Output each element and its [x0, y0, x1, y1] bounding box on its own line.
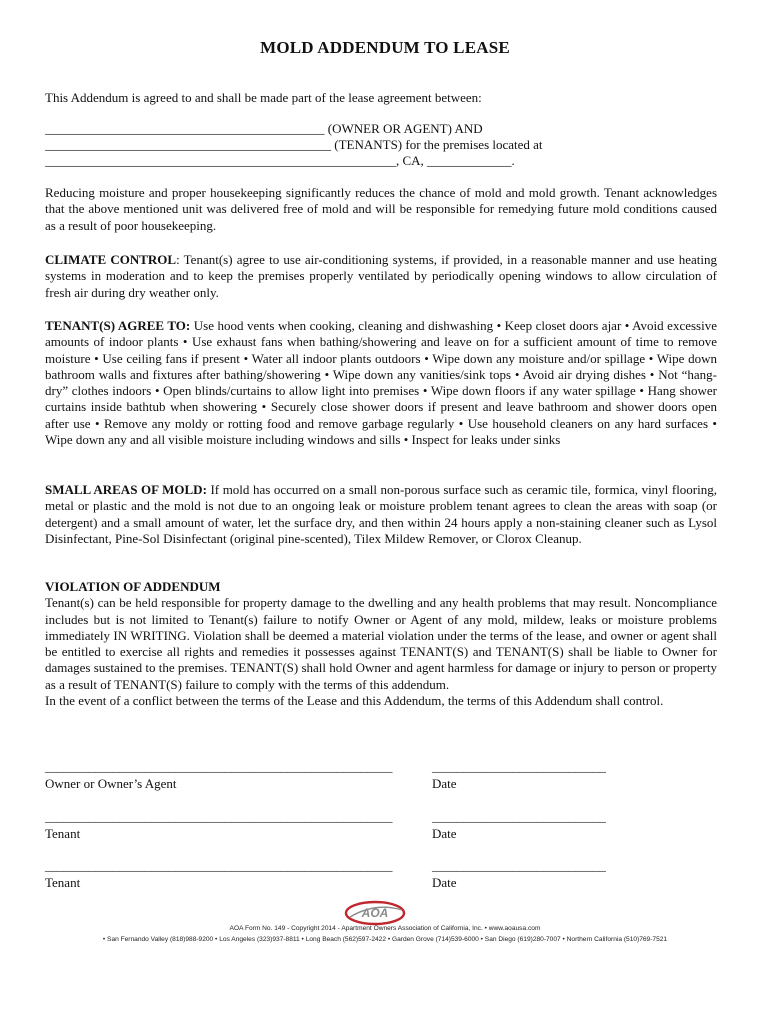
form-copyright: AOA Form No. 149 - Copyright 2014 - Apartment Owners Association of California, Inc. • www.aoausa.com: [229, 925, 541, 932]
violation-text: Tenant(s) can be held responsible for property damage to the dwelling and any health problems that may result. Noncompliance includes but is not limited to Tenant(s) failure to notify Owner or Agent of any mold, mildew, leaks or moisture problems immediately IN WRITING. Violation shall be deemed a material violation under the terms of the lease, and owner or agent shall be entitled to exercise all rights and remedies it possesses against TENANT(S) and TENANT(S) shall be liable to Owner for damages sustained to the premises. TENANT(S) shall hold Owner and agent harmless for damage or injury to person or property as a result of TENANT(S) failure to comply with the terms of this addendum.: [45, 595, 717, 692]
owner-date[interactable]: [432, 760, 606, 792]
climate-control-heading: CLIMATE CONTROL: [45, 252, 177, 267]
violation-heading: VIOLATION OF ADDENDUM: [45, 579, 221, 594]
climate-control-paragraph: [45, 252, 717, 301]
intro-text: This Addendum is agreed to and shall be made part of the lease agreement between:: [45, 90, 482, 105]
signature-line[interactable]: ________________________________________________________: [45, 858, 393, 873]
premises-line[interactable]: ______________________________________________________, CA, _____________.: [45, 153, 515, 168]
office-locations: • San Fernando Valley (818)988-9200 • Los Angeles (323)937-8811 • Long Beach (562)597-2422 • Garden Grove (714)539-6000 • San Diego (619)280-7007 • Northern California (510)769-7521: [102, 936, 668, 943]
small-areas-paragraph: [45, 482, 717, 547]
conflict-text: In the event of a conflict between the terms of the Lease and this Addendum, the terms of this Addendum shall control.: [45, 693, 664, 709]
moisture-paragraph: Reducing moisture and proper housekeeping significantly reduces the chance of mold and mold growth. Tenant acknowledges that the above mentioned unit was delivered free of mold and will be responsible for remedying future mold conditions caused as a result of poor housekeeping.: [45, 185, 717, 233]
signature-label: Owner or Owner’s Agent: [45, 776, 177, 791]
date-line[interactable]: ____________________________: [432, 809, 606, 824]
signature-line[interactable]: ________________________________________________________: [45, 759, 393, 774]
parties-block: [45, 121, 725, 169]
small-areas-heading: SMALL AREAS OF MOLD:: [45, 482, 207, 497]
date-label: Date: [432, 776, 457, 791]
owner-line[interactable]: ___________________________________________ (OWNER OR AGENT) AND: [45, 121, 483, 136]
violation-section: [45, 579, 717, 709]
tenants-line[interactable]: ____________________________________________ (TENANTS) for the premises located at: [45, 137, 543, 152]
signature-line[interactable]: ________________________________________________________: [45, 809, 393, 824]
climate-control-text: : Tenant(s) agree to use air-conditioning systems, if provided, in a reasonable manner and use heating systems in moderation and to keep the premises properly ventilated by periodically opening windows to allow circulation of fresh air during dry weather only.: [45, 252, 717, 300]
tenant2-date[interactable]: [432, 859, 606, 891]
date-line[interactable]: ____________________________: [432, 858, 606, 873]
signature-label: Tenant: [45, 826, 81, 841]
date-label: Date: [432, 826, 457, 841]
date-line[interactable]: ____________________________: [432, 759, 606, 774]
tenant1-signature[interactable]: [45, 810, 392, 842]
owner-signature[interactable]: [45, 760, 392, 792]
logo-text: AOA: [361, 906, 389, 920]
tenant-agree-heading: TENANT(S) AGREE TO:: [45, 318, 191, 333]
date-label: Date: [432, 875, 457, 890]
aoa-logo-icon: [344, 900, 406, 926]
tenant2-signature[interactable]: [45, 859, 392, 891]
tenant-agree-text: Use hood vents when cooking, cleaning and dishwashing • Keep closet doors ajar • Avoid excessive amounts of indoor plants • Use exhaust fans when bathing/showering and leave on for a sufficient amount of time to remove moisture • Use ceiling fans if present • Water all indoor plants outdoors • Wipe down any moisture and/or spillage • Wipe down bathroom walls and fixtures after bathing/showering • Wipe down any vanities/sink tops • Avoid air drying dishes • Not “hang-dry” clothes indoors • Open blinds/curtains to allow light into premises • Wipe down floors if any water spillage • Hang shower curtains inside bathtub when showering • Securely close shower doors if present and leave bathroom and shower doors open after use • Remove any moldy or rotting food and remove garbage regularly • Use household cleaners on any hard surfaces • Wipe down any and all visible moisture including windows and sills • Inspect for leaks under sinks: [45, 318, 717, 448]
small-areas-text: If mold has occurred on a small non-porous surface such as ceramic tile, formica, vinyl flooring, metal or plastic and the mold is not due to an ongoing leak or moisture problem tenant agrees to clean the areas with soap (or detergent) and a small amount of water, let the surface dry, and then within 24 hours apply a non-staining cleaner such as Lysol Disinfectant, Pine-Sol Disinfectant (original pine-scented), Tilex Mildew Remover, or Clorox Cleanup.: [45, 482, 717, 546]
signature-label: Tenant: [45, 875, 81, 890]
tenant-agree-paragraph: [45, 318, 717, 448]
tenant1-date[interactable]: [432, 810, 606, 842]
document-title: MOLD ADDENDUM TO LEASE: [260, 38, 510, 57]
